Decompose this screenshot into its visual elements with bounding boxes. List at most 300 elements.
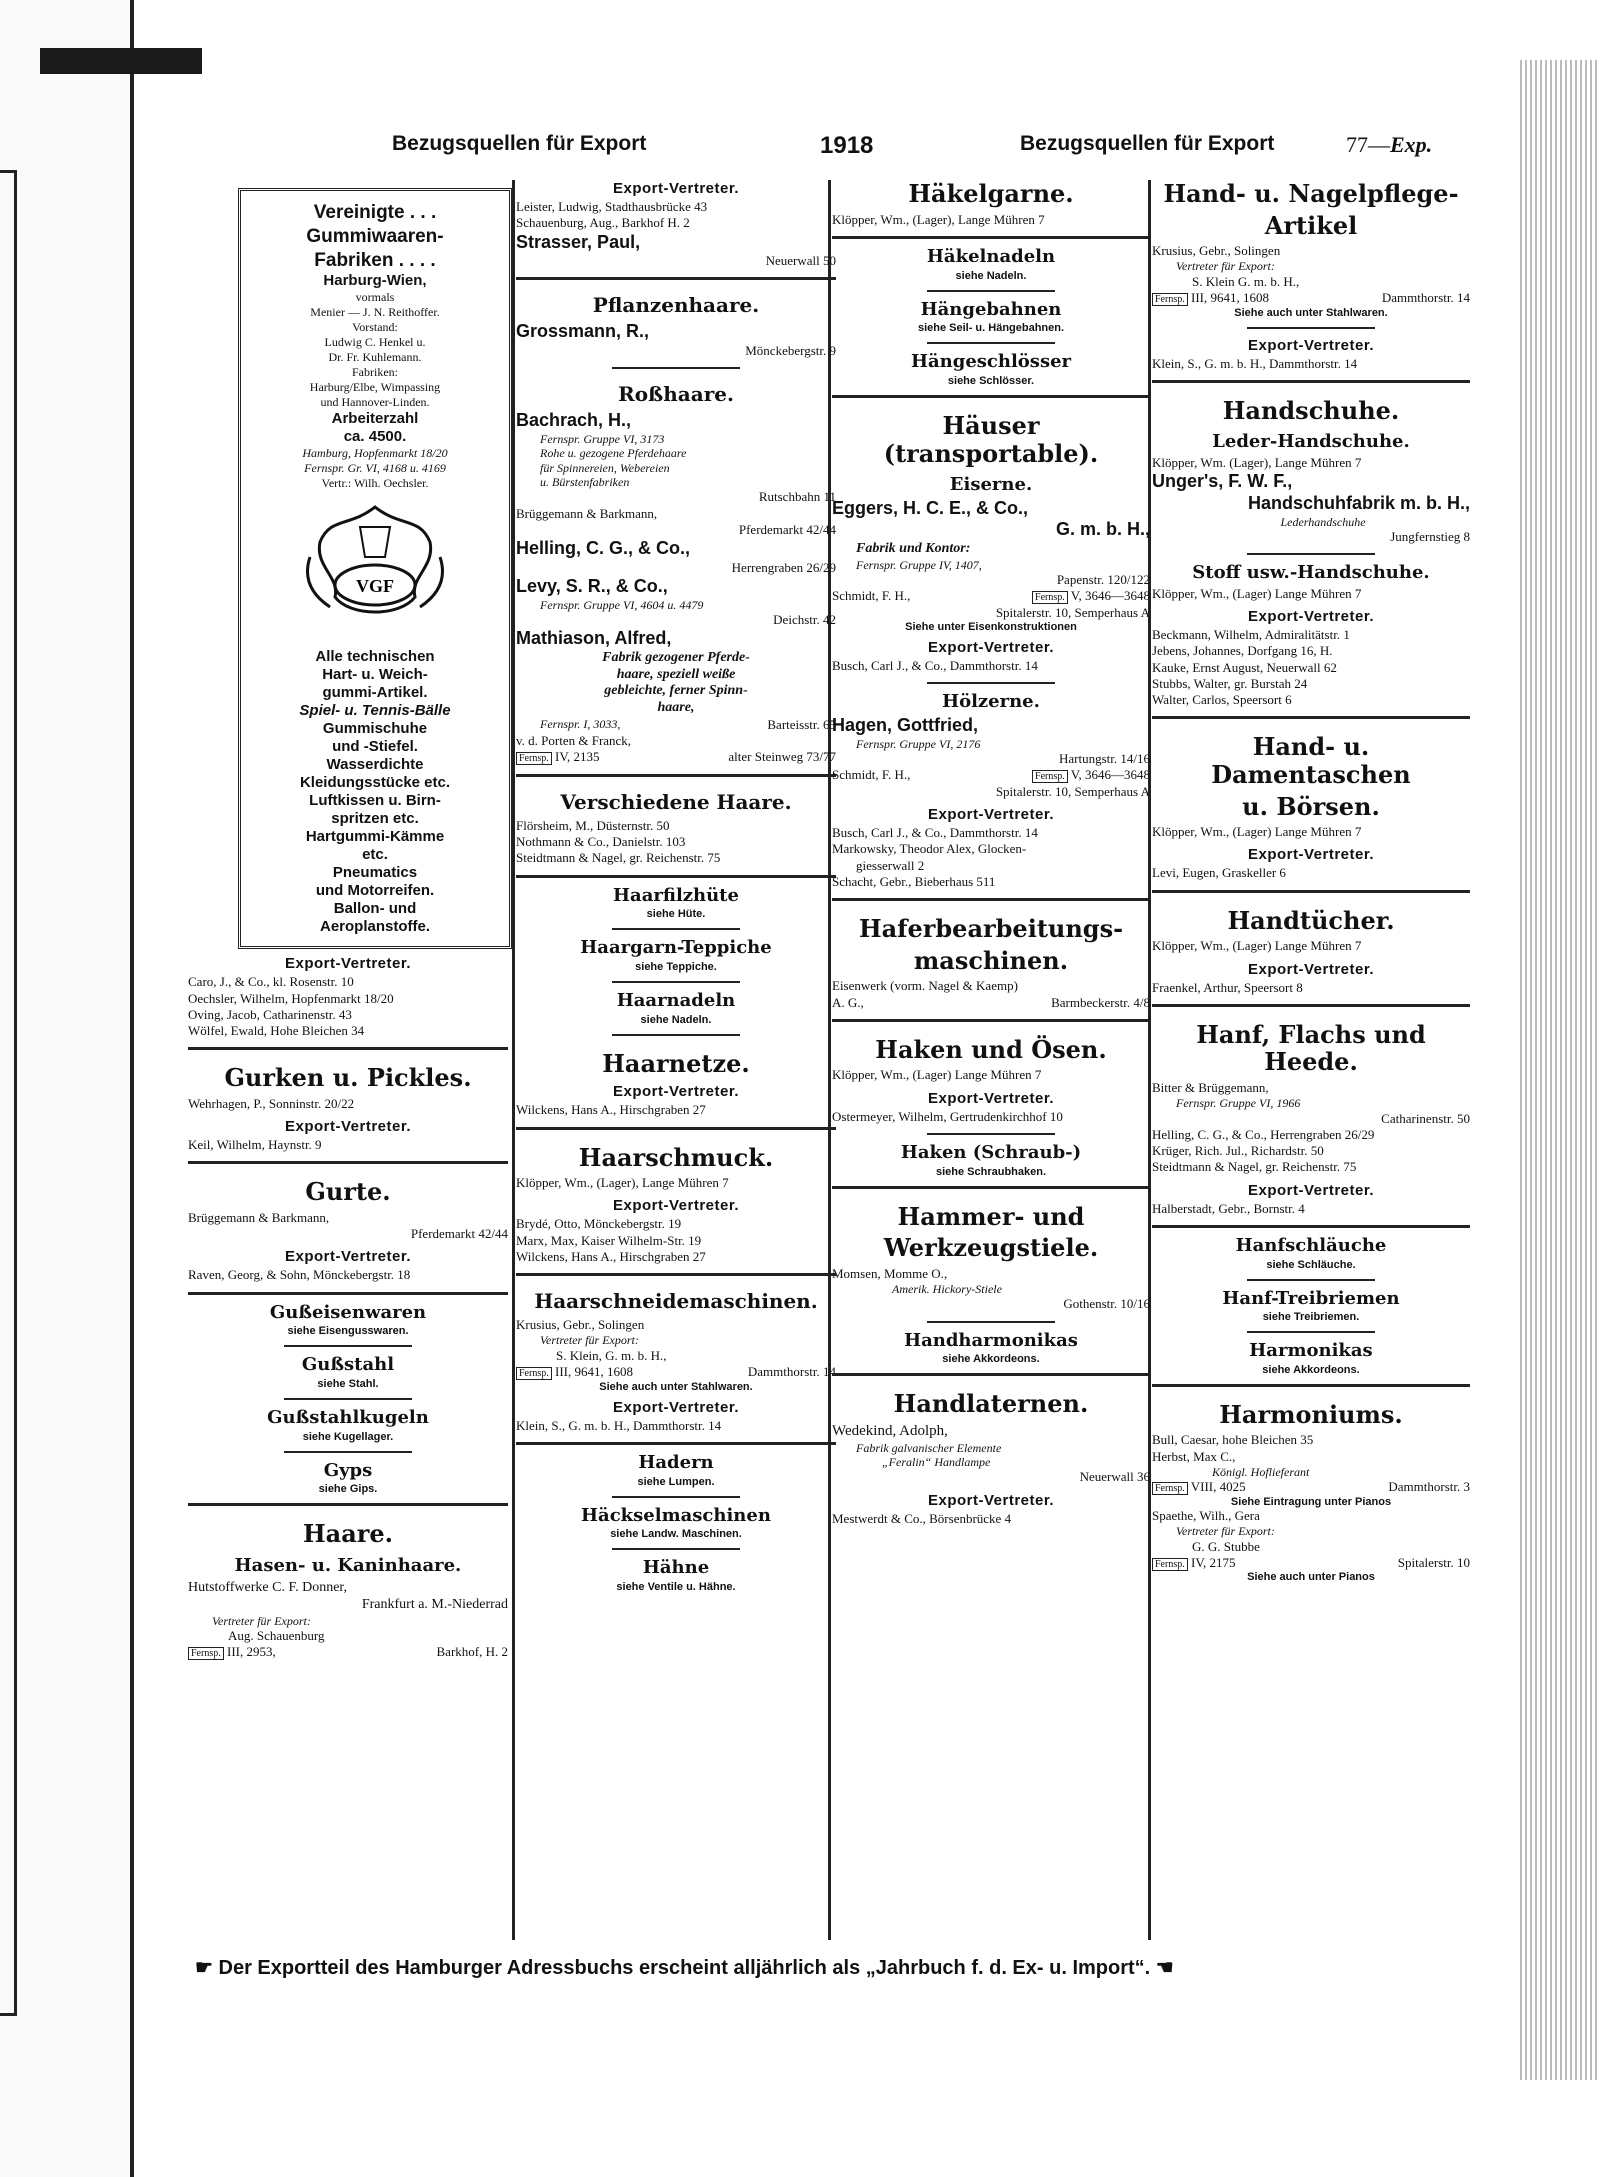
section-rule [612,981,740,983]
section-heading: Handlaternen. [893,1389,1089,1419]
listing-address: Deichstr. 42 [773,611,836,627]
cross-reference: siehe Akkordeons. [1262,1363,1360,1376]
listing: Momsen, Momme O., [832,1265,948,1281]
section-rule [832,1186,1150,1189]
section-rule [1152,380,1470,383]
column-4 [1152,180,1470,1940]
ad-product: Hartgummi-Kämme [305,828,445,846]
section-rule [1152,1225,1470,1228]
ad-line: Fabriken . . . . [314,249,436,271]
section-heading: Leder-Handschuhe. [1212,431,1410,453]
ad-product: gummi-Artikel. [322,684,428,702]
section-heading: Haarnadeln [616,990,736,1012]
section-rule [927,682,1054,684]
listing-name: Grossmann, R., [516,321,650,342]
export-agent-heading: Export-Vertreter. [1247,960,1375,978]
listing-address: Hartungstr. 14/16 [1059,751,1150,767]
ad-line: Vereinigte . . . [313,202,437,223]
listing: Busch, Carl J., & Co., Dammthorstr. 14 [832,658,1038,674]
listing: Krusius, Gebr., Solingen [1152,243,1281,259]
section-rule [927,1321,1054,1323]
listing: Aug. Schauenburg [228,1628,325,1644]
phone-icon: Fernsp. [188,1647,224,1660]
section-rule [516,1442,836,1445]
cross-reference: siehe Akkordeons. [942,1353,1040,1366]
section-rule [927,1133,1054,1135]
ad-line: Arbeiterzahl [331,410,419,428]
cross-reference: siehe Schraubhaken. [935,1165,1047,1178]
section-rule [188,1292,508,1295]
section-rule [1247,553,1374,555]
listing: Wilckens, Hans A., Hirschgraben 27 [516,1248,706,1264]
listing-phone: Schmidt, F. H., Fernsp. V, 3646—3648 [832,588,1150,604]
footer-text: Der Exportteil des Hamburger Adressbuchs erscheint alljährlich als „Jahrbuch f. d. Ex- u. Import“. [218,1957,1151,1979]
ad-product: und Motorreifen. [315,882,435,900]
listing: Klöpper, Wm., (Lager) Lange Mühren 7 [1152,585,1362,601]
section-heading: Haarschneidemaschinen. [534,1289,818,1314]
section-heading: Verschiedene Haare. [560,789,792,814]
ad-line: Menier — J. N. Reithoffer. [310,305,440,320]
listing-note: Vertreter für Export: [540,1333,639,1348]
listing: Frankfurt a. M.-Niederrad [361,1597,508,1613]
cross-reference: siehe Gips. [318,1483,378,1496]
listing-name: G. m. b. H., [1055,519,1150,540]
listing: Klein, S., G. m. b. H., Dammthorstr. 14 [1152,355,1358,371]
listing: Klöpper, Wm., (Lager) Lange Mühren 7 [1152,938,1362,954]
listing-note: Rohe u. gezogene Pferdehaare [540,446,687,461]
listing-phone: Fernsp. IV, 2175 Spitalerstr. 10 [1152,1555,1470,1572]
listing-name: Levy, S. R., & Co., [516,575,668,596]
ad-line: Ludwig C. Henkel u. [324,335,426,350]
listing: Brydé, Otto, Mönckebergstr. 19 [516,1216,682,1232]
ad-line: Gummiwaaren- [306,225,444,247]
section-rule [516,875,836,878]
page-number: 77—Exp. [1346,132,1433,157]
listing: Steidtmann & Nagel, gr. Reichenstr. 75 [516,850,721,866]
export-agent-heading: Export-Vertreter. [284,1118,412,1136]
listing: Oving, Jacob, Catharinenstr. 43 [188,1006,352,1022]
listing-note: Fabrik galvanischer Elemente [856,1440,1002,1455]
listing: Keil, Wilhelm, Haynstr. 9 [188,1137,322,1153]
cross-reference: siehe Treibriemen. [1262,1311,1360,1324]
export-agent-heading: Export-Vertreter. [1247,336,1375,354]
cross-reference: siehe Eisengusswaren. [287,1325,409,1338]
section-rule [284,1345,412,1347]
ad-product: Alle technischen [315,648,435,666]
section-rule [832,1373,1150,1376]
listing-name: Unger's, F. W. F., [1152,471,1293,492]
listing: Steidtmann & Nagel, gr. Reichenstr. 75 [1152,1159,1357,1175]
section-rule [188,1503,508,1506]
ad-line: Fernspr. Gr. VI, 4168 u. 4169 [304,461,446,476]
listing: Walter, Carlos, Speersort 6 [1152,692,1292,708]
section-heading: Hängebahnen [920,298,1062,320]
ad-line: Fabriken: [352,365,398,380]
listing-note: Fabrik gezogener Pferde- [602,649,750,665]
ad-product: etc. [362,846,388,864]
section-rule [927,290,1054,292]
cross-reference: siehe Stahl. [317,1378,379,1391]
ad-line: Hamburg, Hopfenmarkt 18/20 [302,446,448,461]
section-rule [188,1161,508,1164]
section-heading: Haargarn-Teppiche [580,937,772,959]
listing: Klöpper, Wm., (Lager) Lange Mühren 7 [1152,824,1362,840]
section-rule [516,774,836,777]
ad-line: vormals [355,290,395,305]
section-rule [832,898,1150,901]
listing: Spaethe, Wilh., Gera [1152,1507,1260,1523]
listing-address: Neuerwall 50 [765,253,836,269]
section-rule [612,1548,740,1550]
cross-reference: Siehe auch unter Stahlwaren. [599,1380,753,1393]
cross-reference: Siehe auch unter Pianos [1247,1571,1375,1584]
left-page-edge [0,0,134,2177]
listing-address: Pferdemarkt 42/44 [738,521,836,537]
cross-reference: Siehe Eintragung unter Pianos [1230,1495,1392,1508]
header-year: 1918 [820,132,874,159]
ad-product: spritzen etc. [331,810,419,828]
section-heading: Haken (Schraub-) [900,1141,1082,1163]
listing-address: Rutschbahn 11 [758,489,836,505]
export-agent-heading: Export-Vertreter. [1247,1181,1375,1199]
listing: Klöpper, Wm., (Lager), Lange Mühren 7 [516,1175,729,1191]
cross-reference: siehe Ventile u. Hähne. [616,1580,736,1593]
section-heading: Haken und Ösen. [875,1034,1107,1064]
listing: Raven, Georg, & Sohn, Mönckebergstr. 18 [188,1267,411,1283]
section-rule [1247,1331,1374,1333]
scan-mark [40,48,202,74]
listing-note: Vertreter für Export: [1176,259,1275,274]
listing: Krusius, Gebr., Solingen [516,1317,645,1333]
listing: A. G., Barmbeckerstr. 4/8 [832,994,1150,1010]
advertisement-box [238,188,512,949]
section-heading: Hanfschläuche [1235,1234,1387,1256]
page-stack-edge [1520,60,1600,2080]
section-heading: Werkzeugstiele. [883,1233,1099,1263]
listing: Hutstoffwerke C. F. Donner, [188,1579,348,1595]
listing-phone: Fernspr. I, 3033, Barteisstr. 65 [540,716,836,732]
ad-line: Vorstand: [352,320,398,335]
listing-address: Neuerwall 36 [1079,1469,1150,1485]
section-heading: Gußeisenwaren [269,1301,427,1323]
listing-address: Jungfernstieg 8 [1390,528,1470,544]
ad-line: ca. 4500. [343,428,407,446]
cross-reference: siehe Landw. Maschinen. [610,1528,742,1541]
section-heading: Haferbearbeitungs- [858,914,1124,944]
ad-product: Kleidungsstücke etc. [299,774,451,792]
section-heading: Eiserne. [949,474,1033,496]
listing: Klein, S., G. m. b. H., Dammthorstr. 14 [516,1417,722,1433]
listing-address: Spitalerstr. 10, Semperhaus A [995,783,1150,799]
listing: Eisenwerk (vorm. Nagel & Kaemp) [832,978,1018,994]
export-agent-heading: Export-Vertreter. [927,639,1055,657]
listing-name: Helling, C. G., & Co., [516,538,691,559]
listing-address: Herrengraben 26/29 [731,559,836,575]
listing-address: Catharinenstr. 50 [1381,1110,1470,1126]
section-rule [284,1398,412,1400]
phone-icon: Fernsp. [1152,1558,1188,1571]
pointing-hand-icon: ☛ [195,1957,213,1979]
section-heading: Hähne [642,1557,710,1579]
listing-note: „Feralin“ Handlampe [882,1455,991,1470]
listing: Leister, Ludwig, Stadthausbrücke 43 [516,199,708,214]
section-heading: Hasen- u. Kaninhaare. [234,1555,462,1577]
section-heading: Roßhaare. [618,382,734,407]
listing: Herbst, Max C., [1152,1448,1236,1464]
cross-reference: Siehe unter Eisenkonstruktionen [905,621,1077,634]
phone-icon: Fernsp. [1032,591,1068,604]
listing-note: Lederhandschuhe [1280,514,1366,529]
section-heading: Handtücher. [1227,905,1395,935]
section-heading: Häckselmaschinen [581,1504,771,1526]
section-rule [832,1019,1150,1022]
listing: Levi, Eugen, Graskeller 6 [1152,865,1286,881]
listing: Wilckens, Hans A., Hirschgraben 27 [516,1102,706,1118]
cross-reference: Siehe auch unter Stahlwaren. [1234,306,1388,319]
listing-note: u. Bürstenfabriken [540,474,630,489]
ad-product: und -Stiefel. [332,738,418,756]
section-rule [1152,716,1470,719]
listing-phone: Fernsp. III, 9641, 1608 Dammthorstr. 14 [1152,290,1470,307]
listing-note: haare, speziell weiße [616,666,736,682]
section-rule [612,928,740,930]
listing-name: Strasser, Paul, [516,231,641,252]
section-rule [284,1451,412,1453]
section-heading: Hängeschlösser [910,351,1072,373]
section-heading: Gurken u. Pickles. [224,1063,472,1093]
cross-reference: siehe Nadeln. [640,1013,712,1026]
listing-phone: Fernsp. IV, 2135 alter Steinweg 73/77 [516,749,836,766]
listing: Brüggemann & Barkmann, [516,505,658,521]
listing: Klöpper, Wm., (Lager), Lange Mühren 7 [832,211,1045,227]
header-right-title: Bezugsquellen für Export [1020,132,1275,155]
listing: Flörsheim, M., Düsternstr. 50 [516,817,670,833]
listing: giesserwall 2 [856,857,925,873]
listing: S. Klein, G. m. b. H., [556,1347,667,1363]
section-heading: Hand- u. Damentaschen [1211,732,1411,789]
listing-note: gebleichte, ferner Spinn- [604,683,748,699]
listing: Wölfel, Ewald, Hohe Bleichen 34 [188,1023,365,1038]
export-agent-heading: Export-Vertreter. [612,180,740,197]
listing-phone: Schmidt, F. H., Fernsp. V, 3646—3648 [832,767,1150,783]
cross-reference: siehe Kugellager. [302,1430,394,1443]
section-heading: Hölzerne. [942,691,1040,713]
phone-icon: Fernsp. [516,1367,552,1380]
pointing-hand-icon: ☚ [1155,1957,1174,1979]
listing-address: Gothenstr. 10/16 [1063,1296,1150,1312]
section-rule [516,1127,836,1130]
listing: Halberstadt, Gebr., Bornstr. 4 [1152,1200,1305,1216]
listing-name: Mathiason, Alfred, [516,628,672,649]
section-rule [188,1047,508,1050]
section-heading: Harmoniums. [1219,1399,1403,1429]
section-heading: Harmonikas [1249,1340,1373,1362]
section-rule [1247,1279,1374,1281]
listing-note: Vertreter für Export: [1176,1524,1275,1539]
section-heading: Stoff usw.-Handschuhe. [1192,562,1430,584]
export-agent-heading: Export-Vertreter. [927,1089,1055,1107]
listing-note: für Spinnereien, Webereien [540,460,670,475]
cross-reference: siehe Schläuche. [1266,1258,1356,1271]
listing-note: Fernspr. Gruppe VI, 1966 [1176,1096,1301,1111]
ad-product: Wasserdichte [326,756,424,774]
listing: Brüggemann & Barkmann, [188,1209,330,1225]
export-agent-heading: Export-Vertreter. [612,1197,740,1215]
ad-product: Hart- u. Weich- [322,666,428,684]
section-heading: Gyps [323,1459,373,1481]
listing: Helling, C. G., & Co., Herrengraben 26/29 [1152,1126,1375,1142]
export-agent-heading: Export-Vertreter. [1247,846,1375,864]
listing-name: Hagen, Gottfried, [832,715,979,736]
section-heading: Häkelgarne. [908,179,1074,208]
listing: Klöpper, Wm. (Lager), Lange Mühren 7 [1152,455,1362,471]
listing-note: Fernspr. Gruppe IV, 1407, [856,557,982,572]
listing: Markowsky, Theodor Alex, Glocken- [832,841,1027,857]
export-agent-heading: Export-Vertreter. [1247,608,1375,626]
section-heading: maschinen. [913,945,1069,975]
ad-product: Ballon- und [333,900,417,918]
listing-address: Mönckebergstr. 9 [745,342,836,358]
export-agent-heading: Export-Vertreter. [284,1248,412,1266]
ad-product: Luftkissen u. Birn- [309,792,441,810]
ad-product: Aeroplanstoffe. [319,918,430,936]
column-3 [832,180,1150,1940]
section-heading: Gußstahl [301,1354,395,1376]
cross-reference: siehe Seil- u. Hängebahnen. [917,322,1065,335]
section-heading: Hanf, Flachs und Heede. [1196,1019,1426,1077]
listing: S. Klein G. m. b. H., [1192,273,1300,289]
section-heading: Gußstahlkugeln [267,1407,429,1429]
listing: Caro, J., & Co., kl. Rosenstr. 10 [188,974,354,990]
crest-letters: VGF [356,576,394,597]
listing-name: Bachrach, H., [516,410,632,431]
section-rule [516,277,836,280]
export-agent-heading: Export-Vertreter. [284,955,412,973]
section-heading: u. Börsen. [1242,791,1380,821]
phone-icon: Fernsp. [1152,293,1188,306]
listing: Krüger, Rich. Jul., Richardstr. 50 [1152,1143,1324,1159]
phone-icon: Fernsp. [516,752,552,765]
listing: Wehrhagen, P., Sonninstr. 20/22 [188,1095,355,1111]
listing: Bitter & Brüggemann, [1152,1079,1269,1095]
listing: Ostermeyer, Wilhelm, Gertrudenkirchhof 10 [832,1108,1063,1124]
section-rule [612,1034,740,1036]
column-1 [188,180,508,1940]
cross-reference: siehe Lumpen. [637,1475,715,1488]
section-heading: Haare. [302,1519,394,1549]
export-agent-heading: Export-Vertreter. [927,1491,1055,1509]
listing: Kauke, Ernst August, Neuerwall 62 [1152,659,1337,675]
section-heading: Haarnetze. [602,1048,750,1078]
section-heading: Hadern [638,1451,714,1473]
ad-line: Vertr.: Wilh. Oechsler. [321,476,429,491]
company-crest-logo [290,497,460,637]
left-page-frame [0,170,17,2016]
listing: Busch, Carl J., & Co., Dammthorstr. 14 [832,825,1038,841]
listing: Klöpper, Wm., (Lager) Lange Mühren 7 [832,1067,1042,1083]
ad-product: Spiel- u. Tennis-Bälle [299,702,451,720]
listing: Oechsler, Wilhelm, Hopfenmarkt 18/20 [188,990,394,1006]
cross-reference: siehe Hüte. [646,908,706,921]
listing-note: Königl. Hoflieferant [1212,1464,1310,1479]
listing: Mestwerdt & Co., Börsenbrücke 4 [832,1510,1012,1526]
listing: Marx, Max, Kaiser Wilhelm-Str. 19 [516,1232,702,1248]
listing-phone: Fernsp. III, 9641, 1608 Dammthorstr. 14 [516,1364,836,1381]
column-2 [516,180,836,1940]
listing-name: Eggers, H. C. E., & Co., [832,497,1029,518]
listing: Schauenburg, Aug., Barkhof H. 2 [516,215,690,231]
listing: Bull, Caesar, hohe Bleichen 35 [1152,1432,1314,1448]
listing-phone: Fernsp. III, 2953, Barkhof, H. 2 [188,1644,508,1661]
listing: Wedekind, Adolph, [832,1422,948,1439]
listing-phone: Fernsp. VIII, 4025 Dammthorstr. 3 [1152,1479,1470,1496]
listing: G. G. Stubbe [1192,1538,1260,1554]
section-rule [516,1273,836,1276]
cross-reference: siehe Teppiche. [635,961,717,974]
section-heading: Hand- u. Nagelpflege- [1163,179,1459,208]
listing-note: Fernspr. Gruppe VI, 3173 [540,431,665,446]
section-heading: Hammer- und [897,1201,1085,1231]
section-heading: Artikel [1264,210,1358,240]
section-heading: Haarschmuck. [578,1142,774,1172]
ad-product: Gummischuhe [322,720,428,738]
section-rule [1152,1004,1470,1007]
column-divider [512,180,515,1940]
listing-address: Papenstr. 120/122 [1056,572,1150,588]
cross-reference: siehe Nadeln. [955,269,1027,282]
section-rule [612,1496,740,1498]
listing: Fraenkel, Arthur, Speersort 8 [1152,979,1303,995]
section-rule [1152,1384,1470,1387]
ad-line: Harburg/Elbe, Wimpassing [309,380,441,395]
section-heading: Handharmonikas [904,1329,1078,1351]
page-header [380,132,1470,172]
phone-icon: Fernsp. [1032,770,1068,783]
listing: Beckmann, Wilhelm, Admiralitätstr. 1 [1152,627,1350,643]
phone-icon: Fernsp. [1152,1482,1188,1495]
section-heading: Handschuhe. [1222,395,1400,425]
page-footer [195,1955,1465,1980]
listing-address: Pferdemarkt 42/44 [410,1226,508,1242]
ad-line: Dr. Fr. Kuhlemann. [328,350,422,365]
section-rule [1152,890,1470,893]
section-heading: Haarfilzhüte [613,884,739,906]
listing: Schacht, Gebr., Bieberhaus 511 [832,873,996,889]
header-left-title: Bezugsquellen für Export [392,132,647,155]
listing: v. d. Porten & Franck, [516,733,632,749]
listing-note: Amerik. Hickory-Stiele [892,1281,1002,1296]
section-heading: Häuser (transportable). [883,410,1099,468]
listing-note: Vertreter für Export: [212,1613,311,1628]
section-heading: Pflanzenhaare. [592,293,760,318]
ad-product: Pneumatics [332,864,418,882]
listing-note: Fernspr. Gruppe VI, 2176 [856,736,981,751]
listing: Nothmann & Co., Danielstr. 103 [516,834,686,850]
export-agent-heading: Export-Vertreter. [927,806,1055,824]
export-agent-heading: Export-Vertreter. [612,1083,740,1101]
section-rule [832,395,1150,398]
section-rule [927,342,1054,344]
listing-name: Handschuhfabrik m. b. H., [1247,492,1470,513]
listing-note: Fernspr. Gruppe VI, 4604 u. 4479 [540,597,704,612]
section-heading: Gurte. [305,1177,391,1207]
section-rule [1247,327,1374,329]
section-heading: Häkelnadeln [926,245,1056,267]
cross-reference: siehe Schlösser. [947,374,1035,387]
ad-line: Harburg-Wien, [323,272,427,290]
listing-note: haare, [657,700,695,716]
listing: Stubbs, Walter, gr. Burstah 24 [1152,675,1308,691]
